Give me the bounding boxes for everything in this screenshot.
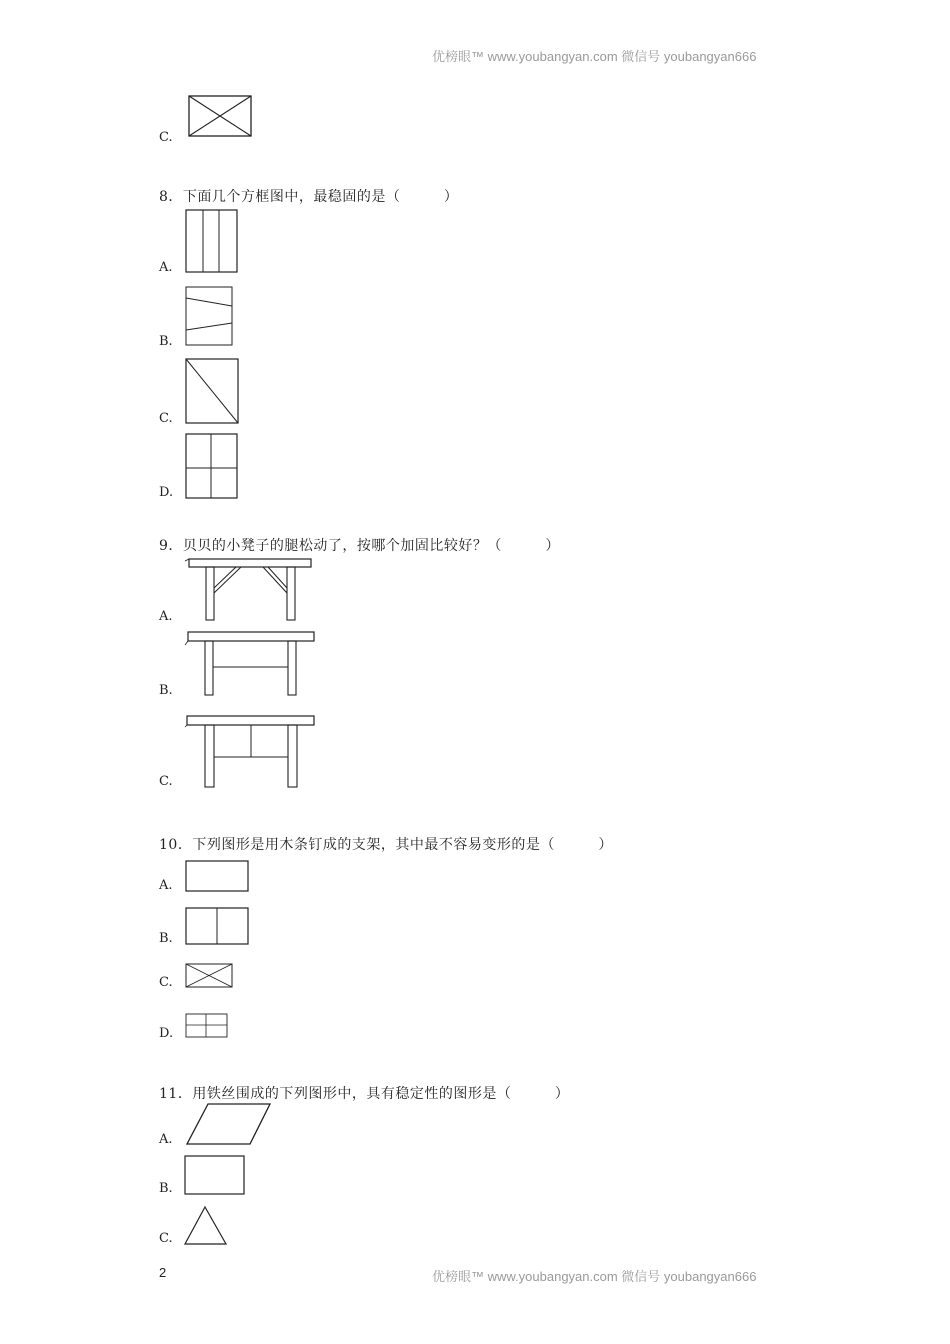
q8-option-d-figure [185,433,238,499]
q8-option-c-label: C. [159,411,173,426]
question-8-text: 8．下面几个方框图中，最稳固的是（ ） [159,189,459,205]
q10-option-b-figure [185,907,249,945]
q11-option-b-figure [184,1155,245,1195]
option-label: C. [159,130,173,145]
q10-option-a-figure [185,860,249,892]
q9-option-b-label: B. [159,683,173,698]
q8-option-d-label: D. [159,485,174,500]
footer-watermark: 优榜眼™ www.youbangyan.com 微信号 youbangyan666 [432,1269,757,1284]
q8-option-a-label: A. [159,260,173,275]
question-10-text: 10．下列图形是用木条钉成的支架，其中最不容易变形的是（ ） [159,837,613,853]
q9-option-b-figure [184,631,316,697]
figure-rectangle-x [188,95,252,137]
q8-option-b-figure [185,286,233,346]
q10-option-c-label: C. [159,975,173,990]
q10-option-d-figure [185,1013,228,1038]
q11-option-a-label: A. [159,1132,173,1147]
q10-option-b-label: B. [159,931,173,946]
q10-option-a-label: A. [159,878,173,893]
q11-option-c-figure [184,1206,227,1245]
q11-option-b-label: B. [159,1181,173,1196]
page-number: 2 [159,1265,167,1280]
question-11-text: 11．用铁丝围成的下列图形中，具有稳定性的图形是（ ） [159,1086,570,1102]
header-watermark: 优榜眼™ www.youbangyan.com 微信号 youbangyan666 [432,49,757,64]
q10-option-d-label: D. [159,1026,174,1041]
q8-option-a-figure [185,209,238,273]
q9-option-c-label: C. [159,774,173,789]
q9-option-c-figure [184,715,316,789]
q8-option-c-figure [185,358,239,424]
q10-option-c-figure [185,963,233,988]
q8-option-b-label: B. [159,334,173,349]
q9-option-a-figure [184,558,314,622]
question-9-text: 9．贝贝的小凳子的腿松动了，按哪个加固比较好？（ ） [159,538,560,554]
q11-option-c-label: C. [159,1231,173,1246]
q9-option-a-label: A. [159,609,173,624]
q11-option-a-figure [186,1103,271,1145]
